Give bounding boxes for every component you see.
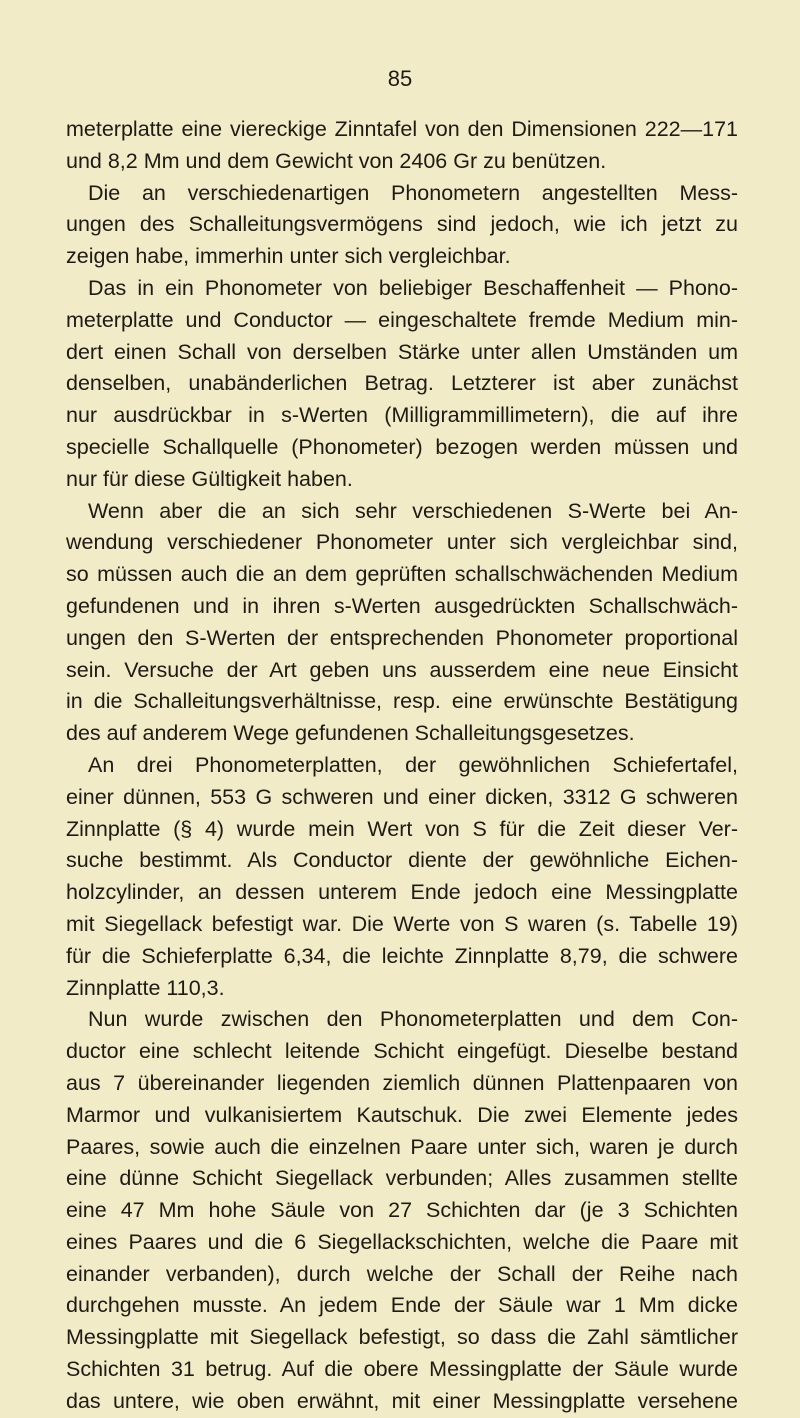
text-line: aus 7 übereinander liegenden ziemlich dünnen Plattenpaaren von [66, 1070, 738, 1095]
text-line: Zinnplatte 110,3. [66, 975, 225, 1000]
text-line: An drei Phonometerplatten, der gewöhnlichen Schiefertafel, [88, 752, 738, 777]
text-line: einer dünnen, 553 G schweren und einer dicken, 3312 G schweren [66, 784, 738, 809]
text-line: suche bestimmt. Als Conductor diente der gewöhnliche Eichen- [66, 848, 738, 873]
text-line: gefundenen und in ihren s-Werten ausgedrückten Schallschwäch- [66, 593, 738, 618]
text-line: eines Paares und die 6 Siegellackschichten, welche die Paare mit [66, 1229, 738, 1254]
text-line: specielle Schallquelle (Phonometer) bezogen werden müssen und [66, 434, 738, 459]
page-number: 85 [387, 66, 413, 91]
text-line: dert einen Schall von derselben Stärke unter allen Umständen um [66, 339, 738, 364]
text-line: das untere, wie oben erwähnt, mit einer Messingplatte versehene [66, 1388, 738, 1413]
text-line: Paares, sowie auch die einzelnen Paare unter sich, waren je durch [66, 1134, 738, 1159]
text-line: meterplatte und Conductor — eingeschaltete fremde Medium min- [66, 307, 738, 332]
text-line: Marmor und vulkanisiertem Kautschuk. Die zwei Elemente jedes [66, 1102, 738, 1127]
text-line: mit Siegellack befestigt war. Die Werte von S waren (s. Tabelle 19) [66, 911, 738, 936]
text-line: denselben, unabänderlichen Betrag. Letzterer ist aber zunächst [66, 371, 738, 396]
text-line: des auf anderem Wege gefundenen Schalleitungsgesetzes. [66, 721, 635, 746]
body-text [66, 114, 738, 1418]
text-line: ungen des Schalleitungsvermögens sind jedoch, wie ich jetzt zu [66, 212, 738, 237]
text-line: ungen den S-Werten der entsprechenden Phonometer proportional [66, 625, 738, 650]
text-line: in die Schalleitungsverhältnisse, resp. eine erwünschte Bestätigung [66, 689, 738, 714]
text-line: so müssen auch die an dem geprüften schallschwächenden Medium [66, 562, 738, 587]
text-line: holzcylinder, an dessen unterem Ende jedoch eine Messingplatte [66, 880, 738, 905]
text-line: einander verbanden), durch welche der Schall der Reihe nach [66, 1261, 738, 1286]
text-line: eine 47 Mm hohe Säule von 27 Schichten dar (je 3 Schichten [66, 1198, 738, 1223]
text-line: ductor eine schlecht leitende Schicht eingefügt. Dieselbe bestand [66, 1039, 738, 1064]
text-line: Zinnplatte (§ 4) wurde mein Wert von S für die Zeit dieser Ver- [66, 816, 738, 841]
text-line: Schichten 31 betrug. Auf die obere Messingplatte der Säule wurde [66, 1357, 738, 1382]
text-line: durchgehen musste. An jedem Ende der Säule war 1 Mm dicke [66, 1293, 738, 1318]
text-line: meterplatte eine viereckige Zinntafel von den Dimensionen 222—171 [66, 117, 738, 141]
text-line: für die Schieferplatte 6,34, die leichte Zinnplatte 8,79, die schwere [66, 943, 738, 968]
text-line: sein. Versuche der Art geben uns ausserdem eine neue Einsicht [66, 657, 738, 682]
text-line: wendung verschiedener Phonometer unter sich vergleichbar sind, [66, 530, 738, 555]
text-line: Die an verschiedenartigen Phonometern angestellten Mess- [88, 180, 738, 205]
text-line: Wenn aber die an sich sehr verschiedenen S-Werte bei An- [88, 498, 738, 523]
text-line: Nun wurde zwischen den Phonometerplatten und dem Con- [88, 1007, 738, 1032]
text-line: und 8,2 Mm und dem Gewicht von 2406 Gr zu benützen. [66, 148, 607, 173]
text-line: Messingplatte mit Siegellack befestigt, so dass die Zahl sämtlicher [66, 1325, 738, 1350]
text-line: zeigen habe, immerhin unter sich vergleichbar. [66, 244, 511, 269]
text-line: eine dünne Schicht Siegellack verbunden; Alles zusammen stellte [66, 1166, 738, 1191]
text-line: nur ausdrückbar in s-Werten (Milligrammillimetern), die auf ihre [66, 403, 738, 428]
text-line: Das in ein Phonometer von beliebiger Beschaffenheit — Phono- [88, 275, 738, 300]
text-line: nur für diese Gültigkeit haben. [66, 466, 353, 491]
